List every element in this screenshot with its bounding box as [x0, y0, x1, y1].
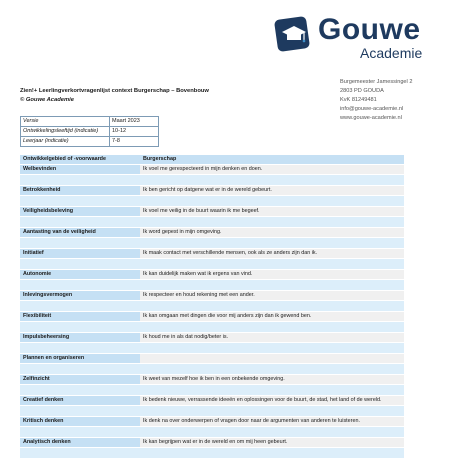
- row-statement: Ik kan duidelijk maken wat ik ergens van vind.: [140, 270, 404, 279]
- answer-row: [20, 175, 404, 186]
- row-statement: Ik voel me veilig in de buurt waarin ik me begeef.: [140, 207, 404, 216]
- row-statement: Ik respecteer en houd rekening met een ander.: [140, 291, 404, 300]
- answer-cell-area: [20, 406, 140, 416]
- meta-value: Maart 2023: [110, 117, 159, 127]
- answer-cell-area: [20, 322, 140, 332]
- table-row: [20, 396, 404, 406]
- row-statement: Ik weet van mezelf hoe ik ben in een onbekende omgeving.: [140, 375, 404, 384]
- row-area: Inlevingsvermogen: [20, 291, 140, 300]
- answer-cell: [140, 406, 404, 416]
- row-area: Veiligheidsbeleving: [20, 207, 140, 216]
- address-email[interactable]: info@gouwe-academie.nl: [340, 106, 404, 112]
- table-row: [20, 291, 404, 301]
- answer-cell-area: [20, 364, 140, 374]
- answer-cell-area: [20, 238, 140, 248]
- answer-row: [20, 448, 404, 459]
- address-kvk: KvK 81249481: [340, 97, 377, 103]
- table-row: [20, 417, 404, 427]
- answer-row: [20, 343, 404, 354]
- row-statement: [140, 354, 404, 363]
- answer-cell-area: [20, 448, 140, 458]
- meta-row: [21, 127, 159, 137]
- row-statement: Ik maak contact met verschillende mensen, ook als ze anders zijn dan ik.: [140, 249, 404, 258]
- answer-cell: [140, 238, 404, 248]
- row-statement: Ik kan omgaan met dingen die voor mij anders zijn dan ik gewend ben.: [140, 312, 404, 321]
- meta-key: Leerjaar (indicatie): [21, 137, 110, 147]
- answer-row: [20, 301, 404, 312]
- logo-name: Gouwe: [318, 13, 421, 46]
- address-block: [340, 78, 412, 123]
- meta-key: Ontwikkelingsleeftijd (indicatie): [21, 127, 110, 137]
- logo-subtitle: Academie: [360, 45, 423, 61]
- answer-row: [20, 406, 404, 417]
- table-row: [20, 165, 404, 175]
- row-statement: Ik ben gericht op datgene wat er in de wereld gebeurt.: [140, 186, 404, 195]
- address-street: Burgemeester Jamessingel 2: [340, 79, 413, 85]
- answer-row: [20, 217, 404, 228]
- row-area: Zelfinzicht: [20, 375, 140, 384]
- row-area: Creatief denken: [20, 396, 140, 405]
- table-header-row: [20, 155, 404, 165]
- meta-table: [20, 116, 159, 147]
- answer-cell: [140, 196, 404, 206]
- answer-cell: [140, 364, 404, 374]
- meta-row: [21, 137, 159, 147]
- table-row: [20, 249, 404, 259]
- answer-cell: [140, 427, 404, 437]
- answer-cell-area: [20, 301, 140, 311]
- answer-cell-area: [20, 175, 140, 185]
- questionnaire-table: [20, 155, 404, 459]
- answer-cell-area: [20, 259, 140, 269]
- answer-row: [20, 196, 404, 207]
- row-area: Flexibiliteit: [20, 312, 140, 321]
- answer-cell: [140, 175, 404, 185]
- table-row: [20, 207, 404, 217]
- answer-cell-area: [20, 427, 140, 437]
- row-area: Impulsbeheersing: [20, 333, 140, 342]
- table-row: [20, 438, 404, 448]
- answer-cell-area: [20, 280, 140, 290]
- row-area: Analytisch denken: [20, 438, 140, 447]
- table-row: [20, 312, 404, 322]
- header-context: Burgerschap: [140, 155, 404, 164]
- answer-row: [20, 238, 404, 249]
- document-title: Zien!+ Leerlingverkortvragenlijst context Burgerschap – Bovenbouw: [20, 88, 209, 94]
- answer-cell-area: [20, 343, 140, 353]
- header-area: Ontwikkelgebied of -voorwaarde: [20, 155, 140, 164]
- row-area: Aantasting van de veiligheid: [20, 228, 140, 237]
- answer-row: [20, 322, 404, 333]
- meta-key: Versie: [21, 117, 110, 127]
- answer-cell: [140, 322, 404, 332]
- answer-row: [20, 427, 404, 438]
- row-statement: Ik word gepest in mijn omgeving.: [140, 228, 404, 237]
- row-statement: Ik bedenk nieuwe, verrassende ideeën en oplossingen voor de buurt, de stad, het land of de wereld.: [140, 396, 404, 405]
- meta-value: 10-12: [110, 127, 159, 137]
- row-area: Autonomie: [20, 270, 140, 279]
- table-row: [20, 375, 404, 385]
- answer-cell-area: [20, 385, 140, 395]
- answer-row: [20, 280, 404, 291]
- answer-cell: [140, 448, 404, 458]
- row-statement: Ik voel me gerespecteerd in mijn denken en doen.: [140, 165, 404, 174]
- answer-cell-area: [20, 217, 140, 227]
- meta-row: [21, 117, 159, 127]
- answer-row: [20, 385, 404, 396]
- row-statement: Ik kan begrijpen wat er in de wereld en om mij heen gebeurt.: [140, 438, 404, 447]
- answer-row: [20, 364, 404, 375]
- answer-row: [20, 259, 404, 270]
- table-row: [20, 270, 404, 280]
- answer-cell: [140, 301, 404, 311]
- answer-cell: [140, 259, 404, 269]
- graduation-cap-logo-icon: [274, 12, 312, 52]
- answer-cell-area: [20, 196, 140, 206]
- answer-cell: [140, 217, 404, 227]
- table-row: [20, 228, 404, 238]
- row-area: Kritisch denken: [20, 417, 140, 426]
- table-row: [20, 333, 404, 343]
- meta-value: 7-8: [110, 137, 159, 147]
- address-postal: 2803 PD GOUDA: [340, 88, 384, 94]
- answer-cell: [140, 385, 404, 395]
- table-row: [20, 354, 404, 364]
- row-statement: Ik denk na over onderwerpen of vragen door naar de argumenten van anderen te luisteren.: [140, 417, 404, 426]
- copyright-line: © Gouwe Academie: [20, 97, 74, 103]
- answer-cell: [140, 343, 404, 353]
- row-area: Welbevinden: [20, 165, 140, 174]
- answer-cell: [140, 280, 404, 290]
- row-area: Initiatief: [20, 249, 140, 258]
- table-row: [20, 186, 404, 196]
- row-area: Plannen en organiseren: [20, 354, 140, 363]
- gouwe-academie-logo: [274, 12, 434, 62]
- address-website[interactable]: www.gouwe-academie.nl: [340, 115, 402, 121]
- row-statement: Ik houd me in als dat nodig/beter is.: [140, 333, 404, 342]
- row-area: Betrokkenheid: [20, 186, 140, 195]
- document-title-block: [20, 87, 209, 105]
